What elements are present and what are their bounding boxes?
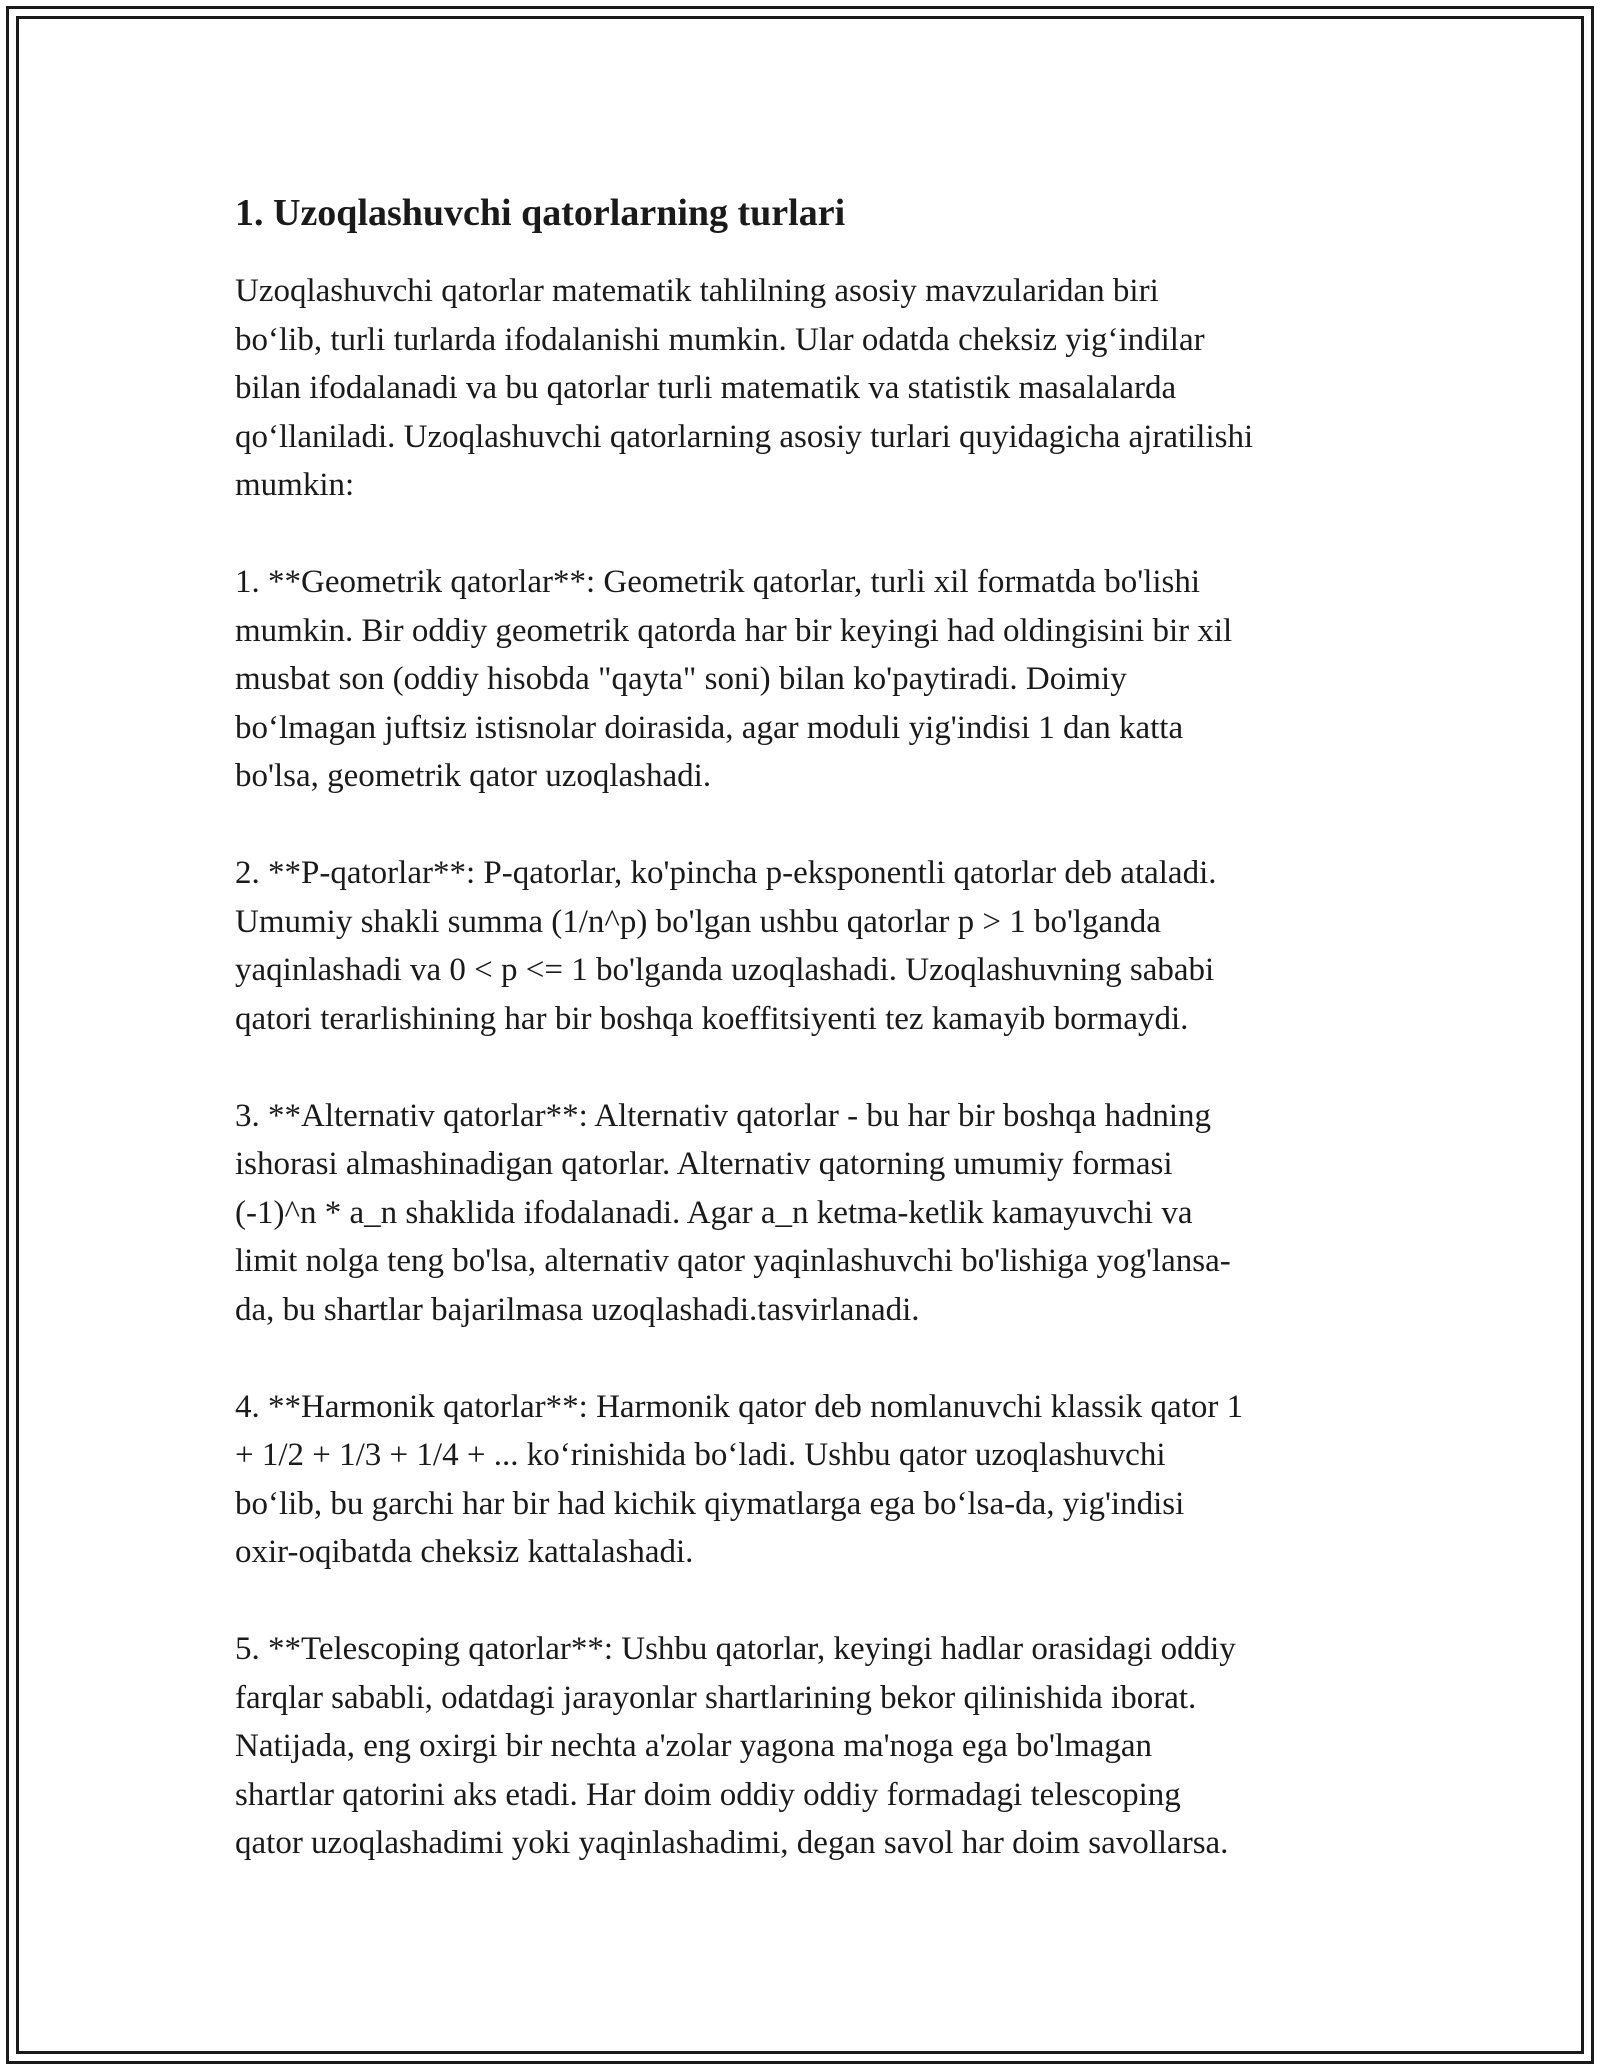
harmonic-series-paragraph: 4. **Harmonik qatorlar**: Harmonik qator deb nomlanuvchi klassik qator 1 + 1/2 + 1/3 + 1/4 + ... ko‘rinishida bo‘ladi. Ushbu qator uzoqlashuvchi bo‘lib, bu garchi har bir had kichik qiymatlarga ega bo‘lsa-da, yig'indisi oxir-oqibatda cheksiz kattalashadi. <box>235 1388 1244 1570</box>
telescoping-series-paragraph: 5. **Telescoping qatorlar**: Ushbu qatorlar, keyingi hadlar orasidagi oddiy farqlar sababli, odatdagi jarayonlar shartlarining bekor qilinishida iborat. Natijada, eng oxirgi bir nechta a'zolar yagona ma'noga ega bo'lmagan shartlar qatorini aks etadi. Har doim oddiy oddiy formadagi telescoping qator uzoqlashadimi yoki yaqinlashadimi, degan savol har doim savollarsa. <box>235 1631 1236 1861</box>
alternating-series-paragraph: 3. **Alternativ qatorlar**: Alternativ qatorlar - bu har bir boshqa hadning ishorasi almashinadigan qatorlar. Alternativ qatorning umumiy formasi (-1)^n * a_n shaklida ifodalanadi. Agar a_n ketma-ketlik kamayuvchi va limit nolga teng bo'lsa, alternativ qator yaqinlashuvchi bo'lishiga yog'lansa- da, bu shartlar bajarilmasa uzoqlashadi.tasvirlanadi. <box>235 1097 1231 1328</box>
p-series-paragraph: 2. **P-qatorlar**: P-qatorlar, ko'pincha p-eksponentli qatorlar deb ataladi. Umumiy shakli summa (1/n^p) bo'lgan ushbu qatorlar p > 1 bo'lganda yaqinlashadi va 0 < p <= 1 bo'lganda uzoqlashadi. Uzoqlashuvning sababi qatori terarlishining har bir boshqa koeffitsiyenti tez kamayib bormaydi. <box>235 855 1217 1037</box>
geometric-series-paragraph: 1. **Geometrik qatorlar**: Geometrik qatorlar, turli xil formatda bo'lishi mumkin. Bir oddiy geometrik qatorda har bir keyingi had oldingisini bir xil musbat son (oddiy hisobda "qayta" soni) bilan ko'paytiradi. Doimiy bo‘lmagan juftsiz istisnolar doirasida, agar moduli yig'indisi 1 dan katta bo'lsa, geometrik qator uzoqlashadi. <box>235 564 1233 794</box>
section-heading: 1. Uzoqlashuvchi qatorlarning turlari <box>235 192 846 234</box>
document-body <box>235 188 1375 1916</box>
intro-paragraph: Uzoqlashuvchi qatorlar matematik tahlilning asosiy mavzularidan biri bo‘lib, turli turlarda ifodalanishi mumkin. Ular odatda cheksiz yig‘indilar bilan ifodalanadi va bu qatorlar turli matematik va statistik masalalarda qo‘llaniladi. Uzoqlashuvchi qatorlarning asosiy turlari quyidagicha ajratilishi mumkin: <box>235 273 1254 503</box>
